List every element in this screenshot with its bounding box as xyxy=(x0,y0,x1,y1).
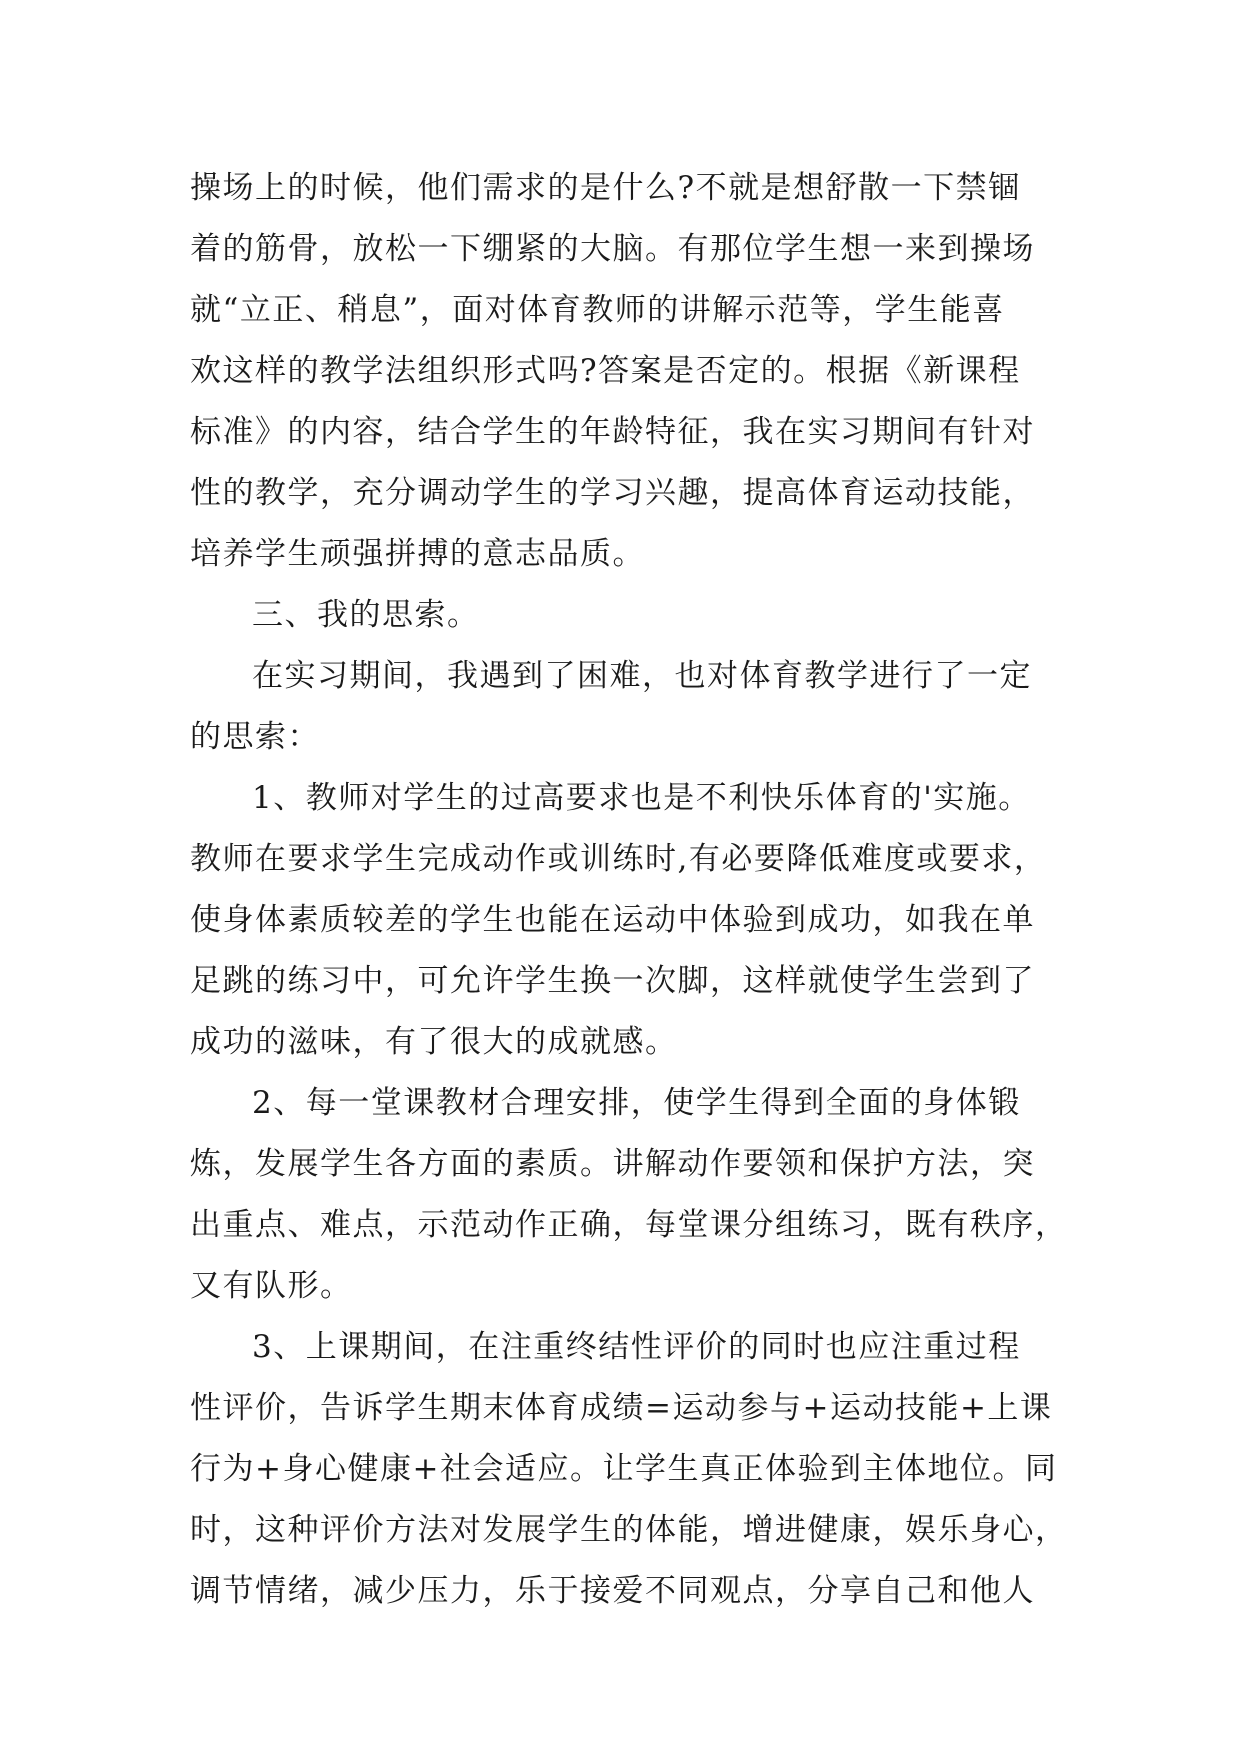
text-line: 标准》的内容，结合学生的年龄特征，我在实习期间有针对 xyxy=(190,414,1035,450)
text-line: 欢这样的教学法组织形式吗?答案是否定的。根据《新课程 xyxy=(190,353,1021,389)
text-line: 炼，发展学生各方面的素质。讲解动作要领和保护方法，突 xyxy=(190,1146,1035,1182)
text-line: 性的教学，充分调动学生的学习兴趣，提高体育运动技能， xyxy=(190,475,1035,511)
text-line: 培养学生顽强拼搏的意志品质。 xyxy=(190,536,645,572)
text-line: 性评价，告诉学生期末体育成绩=运动参与+运动技能+上课 xyxy=(190,1390,1053,1426)
text-line: 教师在要求学生完成动作或训练时,有必要降低难度或要求， xyxy=(190,841,1047,877)
text-line: 使身体素质较差的学生也能在运动中体验到成功，如我在单 xyxy=(190,902,1035,938)
text-line: 在实习期间，我遇到了困难，也对体育教学进行了一定 xyxy=(252,658,1032,694)
text-line: 出重点、难点，示范动作正确，每堂课分组练习，既有秩序， xyxy=(190,1207,1068,1243)
text-line: 足跳的练习中，可允许学生换一次脚，这样就使学生尝到了 xyxy=(190,963,1035,999)
text-line: 时，这种评价方法对发展学生的体能，增进健康，娱乐身心， xyxy=(190,1512,1068,1548)
text-line: 三、我的思索。 xyxy=(252,597,480,633)
text-line: 操场上的时候，他们需求的是什么?不就是想舒散一下禁锢 xyxy=(190,170,1021,206)
text-line: 成功的滋味，有了很大的成就感。 xyxy=(190,1024,678,1060)
text-line: 着的筋骨，放松一下绷紧的大脑。有那位学生想一来到操场 xyxy=(190,231,1035,267)
text-line: 调节情绪，减少压力，乐于接爱不同观点，分享自己和他人 xyxy=(190,1573,1035,1609)
text-line: 2、每一堂课教材合理安排，使学生得到全面的身体锻 xyxy=(252,1085,1021,1121)
text-line: 3、上课期间，在注重终结性评价的同时也应注重过程 xyxy=(252,1329,1021,1365)
text-line: 行为+身心健康+社会适应。让学生真正体验到主体地位。同 xyxy=(190,1451,1058,1487)
text-line: 又有队形。 xyxy=(190,1268,353,1304)
text-line: 1、教师对学生的过高要求也是不利快乐体育的'实施。 xyxy=(252,780,1031,816)
document-body-text xyxy=(190,158,1068,1622)
text-line: 的思索： xyxy=(190,719,320,755)
text-line: 就“立正、稍息”，面对体育教师的讲解示范等，学生能喜 xyxy=(190,292,1005,328)
